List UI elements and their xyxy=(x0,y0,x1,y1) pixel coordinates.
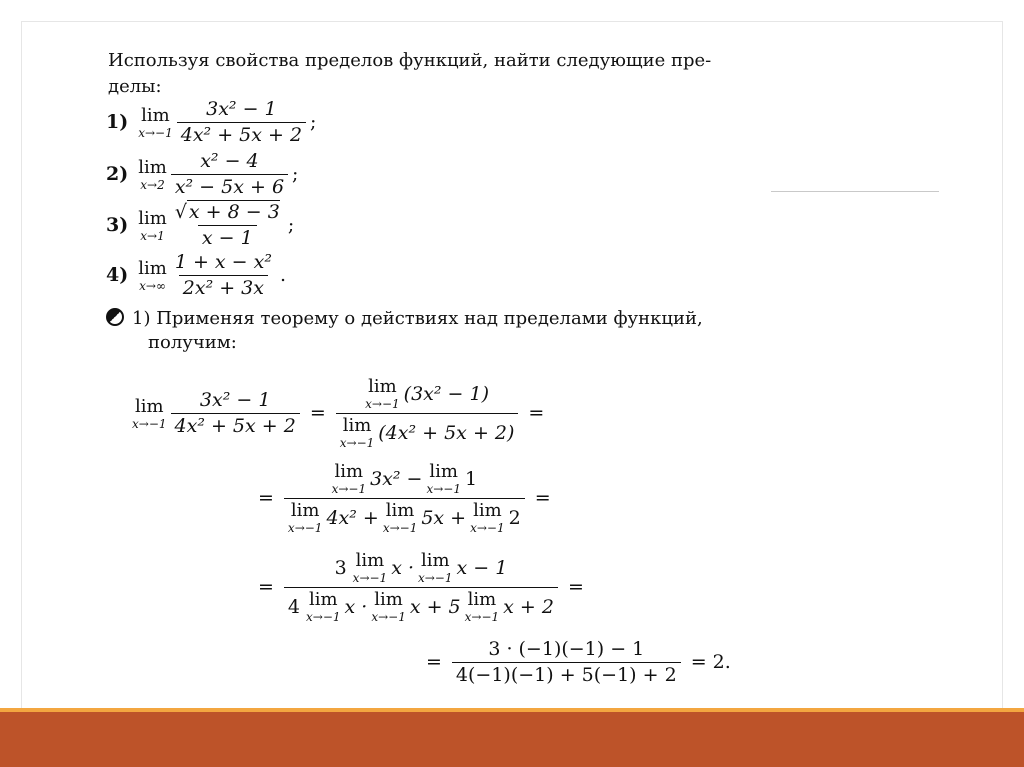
fraction: $\frac{√ x + 8 - 3}{x - 1}$ xyxy=(174,201,280,249)
fraction: 3 lim x→−1 x · lim x→−1 x − 1 4 lim x→−1 x · lim x→−1 x + 5 lim x→−1 x + 2 xyxy=(284,552,558,623)
intro-line-1: Используя свойства пределов функций, найти следующие пре- xyxy=(108,50,712,71)
intro-line-2: делы: xyxy=(108,76,162,97)
solution-step-1: lim x→−1 $\frac{\text{3x² − 1}}{\text{4x² + 5x + 2}}$ = lim x→−1 (3x² − 1) lim x→−1 (4x² + 5x + 2) = xyxy=(132,376,545,450)
fraction: $\frac{3 \cdot (-1)(-1) - 1}{4(-1)(-1) + 5(-1) + 2}$ xyxy=(452,640,681,685)
item-number: 1) xyxy=(106,111,129,133)
solution-line-2: получим: xyxy=(148,332,237,353)
fraction: lim x→−1 3x² − lim x→−1 1 lim x→−1 4x² + lim x→−1 5x + lim x→−1 2 xyxy=(284,463,525,534)
fraction: $\frac{\text{3x² − 1}}{\text{4x² + 5x + 2}}$ xyxy=(177,100,306,145)
fraction: $\frac{\text{3x² − 1}}{\text{4x² + 5x + 2}}$ xyxy=(171,391,300,436)
solution-marker-icon xyxy=(106,308,124,326)
lim-operator: lim x→−1 xyxy=(132,395,167,431)
lim-operator: lim x→2 xyxy=(138,156,167,192)
problem-item-2: 2) lim x→2 $\frac{\text{x² − 4}}{\text{x² − 5x + 6}}$ ; xyxy=(106,150,299,198)
divider-line xyxy=(771,191,939,192)
lim-operator: lim x→∞ xyxy=(138,257,167,293)
result: = 2. xyxy=(690,651,731,673)
item-number: 2) xyxy=(106,163,129,185)
item-number: 4) xyxy=(106,264,129,286)
problem-item-3: 3) lim x→1 $\frac{√ x + 8 - 3}{x - 1}$ ; xyxy=(106,201,295,249)
problem-item-4: 4) lim x→∞ $\frac{\text{1 + x − x²}}{\text{2x² + 3x}}$ . xyxy=(106,251,286,299)
fraction: $\frac{\text{x² − 4}}{\text{x² − 5x + 6}}$ xyxy=(171,152,288,197)
fraction: lim x→−1 (3x² − 1) lim x→−1 (4x² + 5x + 2) xyxy=(336,378,519,449)
lim-operator: lim x→−1 xyxy=(138,104,173,140)
problem-item-1: 1) lim x→−1 $\frac{\text{3x² − 1}}{\text{4x² + 5x + 2}}$ ; xyxy=(106,98,317,146)
solution-line-1: 1) Применяя теорему о действиях над пределами функций, xyxy=(106,308,703,328)
item-number: 3) xyxy=(106,214,129,236)
solution-step-2: = lim x→−1 3x² − lim x→−1 1 lim x→−1 4x² + lim x→−1 5x + lim x→−1 2 = xyxy=(258,461,551,535)
fraction: $\frac{\text{1 + x − x²}}{\text{2x² + 3x}}$ xyxy=(174,251,272,299)
solution-step-4: = $\frac{3 \cdot (-1)(-1) - 1}{4(-1)(-1) + 5(-1) + 2}$ = 2. xyxy=(426,638,731,686)
solution-step-3: = 3 lim x→−1 x · lim x→−1 x − 1 4 lim x→−1 x · lim x→−1 x + 5 lim x→−1 x + 2 = xyxy=(258,550,584,624)
footer-band xyxy=(0,708,1024,767)
lim-operator: lim x→1 xyxy=(138,207,167,243)
